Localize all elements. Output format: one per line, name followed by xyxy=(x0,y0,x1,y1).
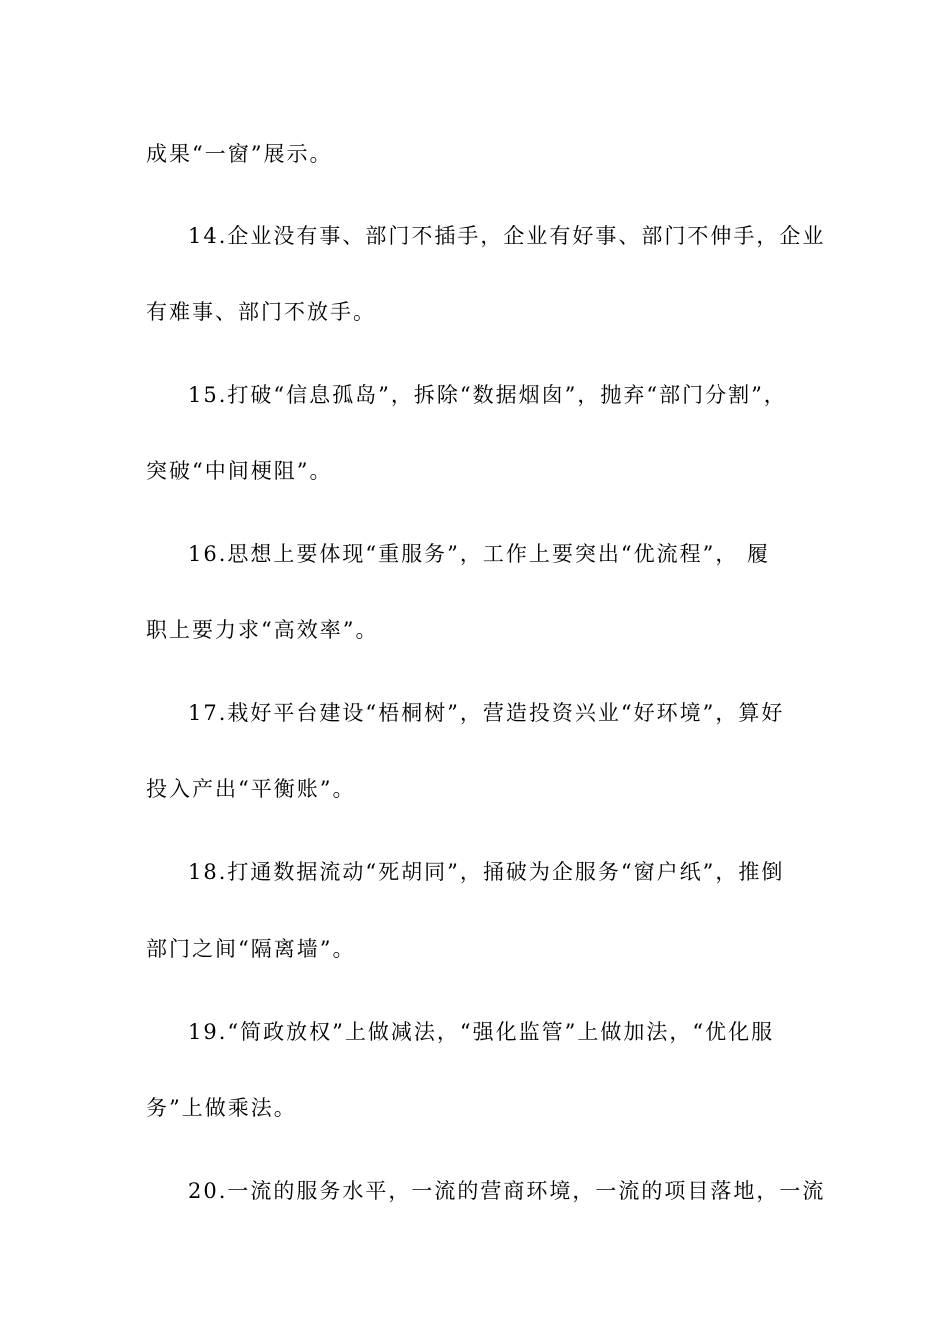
item-16-line-1: 16.思想上要体现“重服务”，工作上要突出“优流程”， 履 xyxy=(188,542,771,566)
item-16-line-2: 职上要力求“高效率”。 xyxy=(146,618,379,642)
item-17-line-2: 投入产出“平衡账”。 xyxy=(146,777,356,801)
item-19-line-1: 19.“简政放权”上做减法，“强化监管”上做加法，“优化服 xyxy=(188,1020,775,1044)
item-17-line-1: 17.栽好平台建设“梧桐树”，营造投资兴业“好环境”，算好 xyxy=(188,701,785,725)
item-18-line-1: 18.打通数据流动“死胡同”，捅破为企服务“窗户纸”，推倒 xyxy=(188,860,785,884)
item-20-line-1: 20.一流的服务水平，一流的营商环境，一流的项目落地，一流 xyxy=(188,1179,826,1203)
item-18-line-2: 部门之间“隔离墙”。 xyxy=(146,937,356,961)
item-14-line-1: 14.企业没有事、部门不插手，企业有好事、部门不伸手，企业 xyxy=(188,224,826,248)
item-15-line-1: 15.打破“信息孤岛”，拆除“数据烟囱”，抛弃“部门分割”， xyxy=(188,383,787,407)
item-15-line-2: 突破“中间梗阻”。 xyxy=(146,459,333,483)
item-14-line-2: 有难事、部门不放手。 xyxy=(146,300,376,324)
item-19-line-2: 务”上做乘法。 xyxy=(146,1096,297,1120)
text-line-1: 成果“一窗”展示。 xyxy=(146,142,333,166)
